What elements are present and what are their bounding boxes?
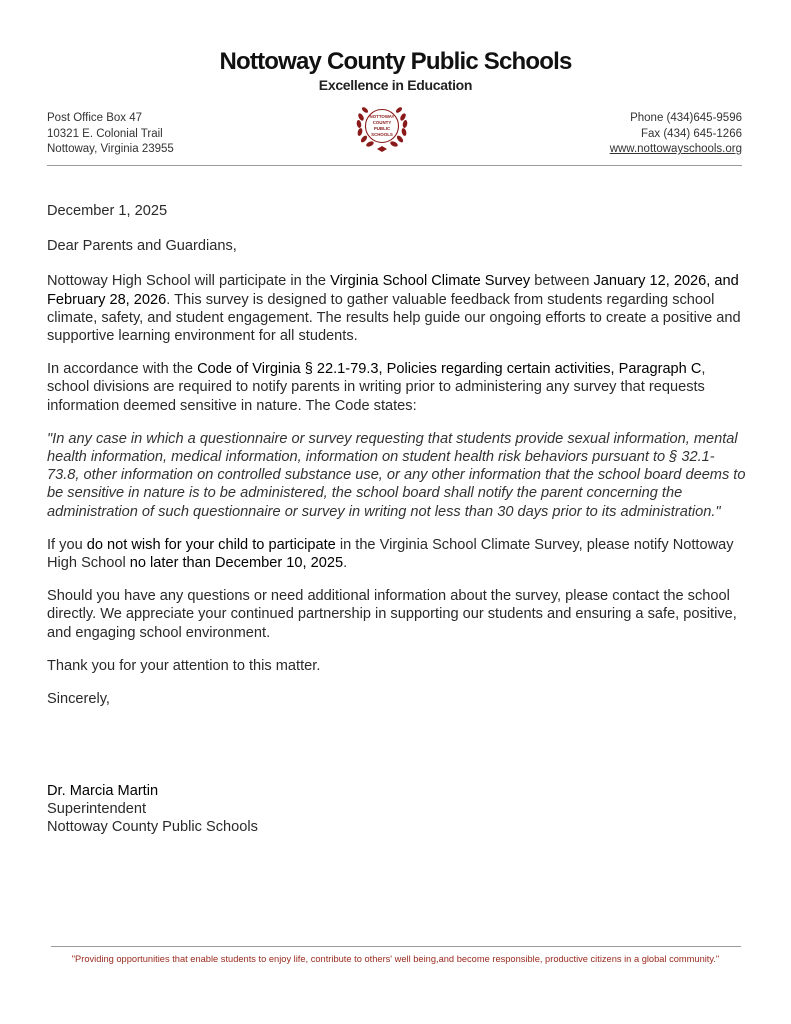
letter-body [47,202,747,708]
footer-divider [51,946,741,947]
seal-text-3: PUBLIC [373,126,391,131]
seal-text-4: SCHOOLS [371,132,393,137]
survey-name: Virginia School Climate Survey [330,273,531,290]
mailing-address [47,111,174,158]
paragraph-code-reference [47,360,747,415]
seal-text-1: NOTTOWAY [369,114,395,119]
address-line-1: Post Office Box 47 [47,112,143,124]
district-tagline: Excellence in Education [318,77,473,93]
survey-dates: January 12, 2026, and February 28, 2026 [47,273,739,308]
opt-out-deadline: no later than December 10, 2025 [129,555,344,572]
p1-text-e: . This survey is designed to gather valuable feedback from students regarding school climate, safety, and student engagement. The results help guide our ongoing efforts to create a positive and supportive learning environment for all students. [47,291,741,345]
p2-text-a: In accordance with the [47,361,198,378]
signer-name: Dr. Marcia Martin [47,783,159,799]
signature-block [47,782,258,837]
phone-number: Phone (434)645-9596 [630,112,742,124]
p1-text-a: Nottoway High School will participate in the [47,273,331,290]
paragraph-questions: Should you have any questions or need additional information about the survey, please contact the school directly. We appreciate your continued partnership in supporting our students and ensuring a safe, positive, and engaging school environment. [47,588,737,641]
paragraph-opt-out [47,536,747,572]
signer-organization: Nottoway County Public Schools [47,819,258,836]
signer-title: Superintendent [47,801,146,818]
district-motto: "Providing opportunities that enable students to enjoy life, contribute to others' well being,and become responsible, productive citizens in a global community." [71,954,720,964]
p1-text-c: between [530,273,594,290]
letter-date: December 1, 2025 [47,203,168,219]
district-title: Nottoway County Public Schools [219,48,572,75]
code-quote: "In any case in which a questionnaire or survey requesting that students provide sexual information, mental health information, medical information, information on student health risk behaviors pursuant to § 32.1-73.8, other information on controlled substance use, or any other information that the school board deems to be sensitive in nature is to be administered, the school board shall notify the parent concerning the administration of such questionnaire or survey in writing not less than 30 days prior to its administration." [47,430,746,520]
header-divider [47,165,742,166]
code-citation: Code of Virginia § 22.1-79.3, Policies regarding certain activities, Paragraph C [197,361,702,378]
opt-out-phrase: do not wish for your child to participate [86,536,336,553]
p3-text-c: in the Virginia School Climate Survey, please notify Nottoway High School [47,536,734,572]
district-seal-icon [353,99,411,155]
address-line-2: 10321 E. Colonial Trail [47,127,163,140]
website-link[interactable]: www.nottowayschools.org [609,143,742,155]
fax-number: Fax (434) 645-1266 [640,127,742,140]
p3-text-e: . [343,555,348,572]
closing: Sincerely, [47,691,110,708]
p2-text-c: , school divisions are required to notify parents in writing prior to administering any survey that requests information deemed sensitive in nature. The Code states: [47,361,706,414]
paragraph-survey-intro [47,272,747,345]
salutation: Dear Parents and Guardians, [47,238,237,255]
paragraph-thanks: Thank you for your attention to this matter. [47,657,321,674]
p3-text-a: If you [47,536,87,553]
seal-text-2: COUNTY [372,120,392,125]
contact-info [610,111,742,158]
address-line-3: Nottoway, Virginia 23955 [47,143,174,155]
